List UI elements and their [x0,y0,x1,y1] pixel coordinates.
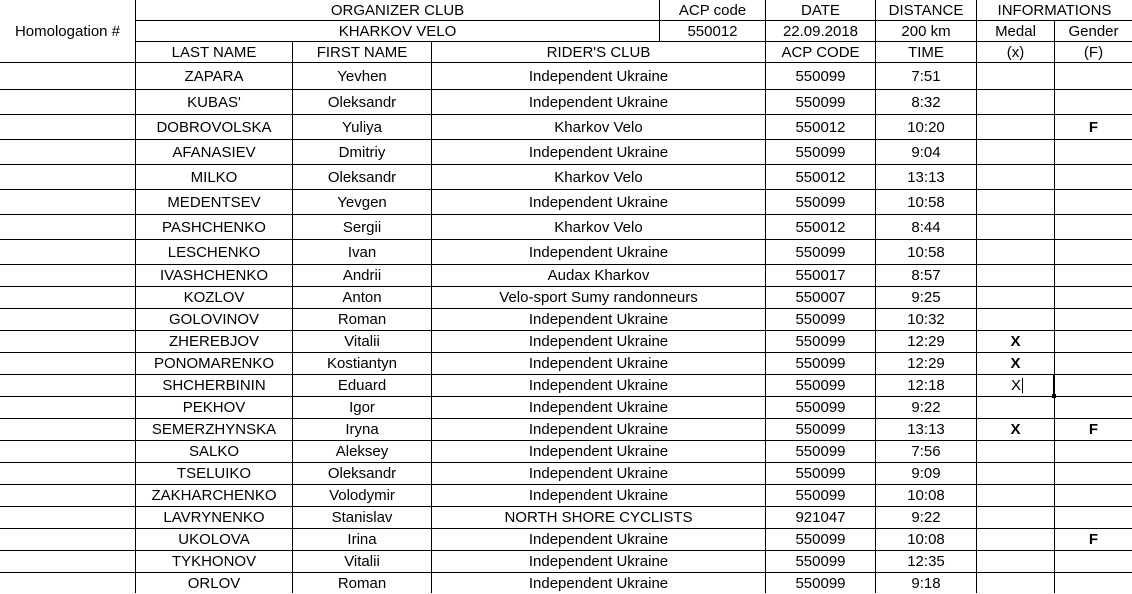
cell-riders-club[interactable]: Kharkov Velo [554,168,643,186]
cell-last-name[interactable]: ZAPARA [184,68,244,85]
cell-medal[interactable]: X [1010,421,1021,438]
grid-line [0,139,1132,140]
grid-line [0,114,1132,115]
date-value[interactable]: 22.09.2018 [782,22,859,40]
cell-last-name[interactable]: ORLOV [187,575,241,592]
cell-gender[interactable] [1055,551,1132,572]
cell-medal[interactable] [977,529,1054,550]
cell-riders-club[interactable]: Independent Ukraine [528,193,669,211]
gender-note: (F) [1083,43,1104,61]
cell-riders-club[interactable]: Independent Ukraine [528,531,669,548]
cell-gender[interactable] [1055,265,1132,286]
text-cursor [1022,378,1023,393]
organizer-club-value[interactable]: KHARKOV VELO [338,22,457,40]
informations-label: INFORMATIONS [997,1,1112,19]
grid-line [0,89,1132,90]
grid-line [0,264,1132,265]
cell-acp-code[interactable]: 550099 [795,333,846,350]
grid-line [659,0,660,41]
medal-label: Medal [995,22,1036,40]
grid-line [0,440,1132,441]
cell-gender[interactable] [1055,353,1132,374]
cell-last-name[interactable]: TSELUIKO [176,465,252,482]
cell-acp-code[interactable]: 550099 [795,243,846,261]
cell-time[interactable]: 9:18 [911,575,941,592]
cell-time[interactable]: 12:18 [907,377,945,394]
cell-riders-club[interactable]: Independent Ukraine [528,355,669,372]
cell-first-name[interactable]: Aleksey [335,443,389,460]
grid-line [0,418,1132,419]
cell-time[interactable]: 10:20 [907,118,945,136]
cell-last-name[interactable]: PASHCHENKO [162,218,266,236]
cell-time[interactable]: 13:13 [907,421,945,438]
cell-medal[interactable] [977,397,1054,418]
cell-medal[interactable] [977,309,1054,330]
cell-acp-code[interactable]: 550099 [795,143,846,161]
cell-gender[interactable] [1055,331,1132,352]
gender-label: Gender [1068,22,1119,40]
cell-time[interactable]: 12:29 [907,355,945,372]
cell-first-name[interactable]: Oleksandr [327,168,397,186]
cell-riders-club[interactable]: Independent Ukraine [528,93,669,111]
cell-time[interactable]: 12:29 [907,333,945,350]
cell-acp-code[interactable]: 550012 [795,118,846,136]
cell-gender[interactable] [1055,309,1132,330]
cell-acp-code[interactable]: 550012 [795,218,846,236]
cell-acp-code[interactable]: 550099 [795,531,846,548]
cell-gender[interactable] [1055,441,1132,462]
cell-medal[interactable] [976,374,1054,397]
grid-line [431,41,432,593]
cell-riders-club[interactable]: Independent Ukraine [528,143,669,161]
cell-riders-club[interactable]: Independent Ukraine [528,575,669,592]
cell-time[interactable]: 9:22 [911,509,941,526]
grid-line [135,41,1132,42]
grid-line [875,0,876,593]
cell-acp-code[interactable]: 550099 [795,487,846,504]
cell-last-name[interactable]: KUBAS' [187,93,241,111]
cell-riders-club[interactable]: Independent Ukraine [528,487,669,504]
cell-acp-code[interactable]: 550099 [795,311,846,328]
grid-line [0,286,1132,287]
cell-time[interactable]: 10:58 [907,193,945,211]
cell-first-name[interactable]: Dmitriy [338,143,386,161]
cell-last-name[interactable]: KOZLOV [183,289,245,306]
cell-riders-club[interactable]: Independent Ukraine [528,377,669,394]
homologation-label: Homologation # [14,22,121,40]
cell-riders-club[interactable]: Independent Ukraine [528,311,669,328]
editing-cell-text: X [1011,377,1022,394]
cell-acp-code[interactable]: 550017 [795,267,846,284]
cell-gender[interactable] [1055,507,1132,528]
cell-riders-club[interactable]: Independent Ukraine [528,465,669,482]
cell-medal[interactable] [977,215,1054,239]
acp-code-value[interactable]: 550012 [687,22,738,40]
cell-medal[interactable] [977,507,1054,528]
cell-gender[interactable]: F [1088,118,1099,136]
cell-acp-code[interactable]: 550007 [795,289,846,306]
cell-last-name[interactable]: SEMERZHYNSKA [151,421,277,438]
cell-last-name[interactable]: AFANASIEV [172,143,256,161]
grid-line [0,462,1132,463]
cell-first-name[interactable]: Vitalii [344,553,380,570]
cell-gender[interactable] [1055,215,1132,239]
cell-first-name[interactable]: Yuliya [341,118,383,136]
cell-last-name[interactable]: SALKO [188,443,240,460]
cell-acp-code[interactable]: 550099 [795,443,846,460]
grid-line [0,189,1132,190]
cell-last-name[interactable]: ZAKHARCHENKO [151,487,277,504]
cell-riders-club[interactable]: Independent Ukraine [528,553,669,570]
grid-line [0,572,1132,573]
cell-last-name[interactable]: PONOMARENKO [153,355,274,372]
cell-riders-club[interactable]: Independent Ukraine [528,421,669,438]
cell-first-name[interactable]: Ivan [347,243,377,261]
cell-medal[interactable]: X [1010,355,1021,372]
cell-medal[interactable] [977,265,1054,286]
cell-last-name[interactable]: LAVRYNENKO [163,509,265,526]
cell-last-name[interactable]: DOBROVOLSKA [156,118,272,136]
cell-acp-code[interactable]: 550099 [795,355,846,372]
cell-first-name[interactable]: Sergii [342,218,382,236]
cell-last-name[interactable]: ZHEREBJOV [168,333,259,350]
cell-time[interactable]: 7:56 [911,443,941,460]
cell-last-name[interactable]: MEDENTSEV [167,193,261,211]
cell-gender[interactable] [1055,573,1132,594]
grid-line [1054,20,1055,593]
cell-medal[interactable] [977,573,1054,594]
cell-riders-club[interactable]: Kharkov Velo [554,218,643,236]
cell-medal[interactable] [977,165,1054,189]
cell-medal[interactable] [977,240,1054,264]
cell-time[interactable]: 10:08 [907,487,945,504]
grid-line [765,0,766,593]
cell-acp-code[interactable]: 550099 [795,421,846,438]
grid-line [0,330,1132,331]
cell-last-name[interactable]: TYKHONOV [171,553,257,570]
cell-riders-club[interactable]: Audax Kharkov [547,267,650,284]
medal-note: (x) [1006,43,1025,61]
cell-gender[interactable] [1055,140,1132,164]
cell-time[interactable]: 10:32 [907,311,945,328]
cell-first-name[interactable]: Roman [337,575,387,592]
grid-line [0,506,1132,507]
cell-acp-code[interactable]: 550099 [795,68,846,85]
cell-gender[interactable] [1055,287,1132,308]
cell-first-name[interactable]: Andrii [342,267,382,284]
grid-line [976,0,977,593]
cell-first-name[interactable]: Yevhen [337,68,387,85]
grid-line [135,0,136,593]
cell-acp-code[interactable]: 550099 [795,93,846,111]
grid-line [0,308,1132,309]
cell-riders-club[interactable]: Independent Ukraine [528,443,669,460]
grid-line [0,352,1132,353]
cell-gender[interactable] [1055,375,1132,396]
cell-first-name[interactable]: Igor [349,399,375,416]
cell-first-name[interactable]: Anton [342,289,382,306]
cell-last-name[interactable]: LESCHENKO [167,243,261,261]
cell-first-name[interactable]: Oleksandr [327,465,397,482]
cell-first-name[interactable]: Irina [347,531,377,548]
cell-acp-code[interactable]: 921047 [795,509,846,526]
cell-first-name[interactable]: Eduard [337,377,387,394]
column-header-acp-code: ACP CODE [781,43,860,61]
cell-gender[interactable] [1055,165,1132,189]
cell-gender[interactable] [1055,190,1132,214]
cell-time[interactable]: 7:51 [911,68,941,85]
cell-time[interactable]: 8:57 [911,267,941,284]
cell-last-name[interactable]: UKOLOVA [178,531,250,548]
cell-last-name[interactable]: MILKO [190,168,238,186]
cell-last-name[interactable]: GOLOVINOV [168,311,260,328]
acp-code-label: ACP code [678,1,747,19]
grid-line [0,374,1132,375]
cell-first-name[interactable]: Iryna [345,421,379,438]
cell-time[interactable]: 9:04 [911,143,941,161]
cell-gender[interactable]: F [1088,531,1099,548]
cell-riders-club[interactable]: Independent Ukraine [528,333,669,350]
cell-time[interactable]: 10:58 [907,243,945,261]
cell-acp-code[interactable]: 550099 [795,193,846,211]
cell-first-name[interactable]: Oleksandr [327,93,397,111]
cell-riders-club[interactable]: Velo-sport Sumy randonneurs [499,289,698,306]
cell-medal[interactable] [977,485,1054,506]
grid-line [0,214,1132,215]
grid-line [135,20,1132,21]
cell-acp-code[interactable]: 550099 [795,377,846,394]
cell-last-name[interactable]: PEKHOV [182,399,246,416]
cell-first-name[interactable]: Stanislav [331,509,393,526]
cell-medal[interactable] [977,441,1054,462]
grid-line [0,396,1132,397]
organizer-club-label: ORGANIZER CLUB [330,1,465,19]
grid-line [0,164,1132,165]
cell-medal[interactable] [977,90,1054,114]
grid-line [0,62,1132,63]
cell-medal[interactable] [977,463,1054,484]
cell-first-name[interactable]: Kostiantyn [326,355,398,372]
cell-first-name[interactable]: Roman [337,311,387,328]
cell-gender[interactable] [1055,64,1132,89]
distance-label: DISTANCE [888,1,964,19]
cell-gender[interactable] [1055,463,1132,484]
cell-time[interactable]: 8:44 [911,218,941,236]
cell-medal[interactable] [977,115,1054,139]
cell-riders-club[interactable]: Kharkov Velo [554,118,643,136]
cell-time[interactable]: 9:22 [911,399,941,416]
cell-medal[interactable] [977,140,1054,164]
cell-medal[interactable]: X [1010,333,1021,350]
cell-riders-club[interactable]: Independent Ukraine [528,399,669,416]
grid-line [0,550,1132,551]
cell-acp-code[interactable]: 550099 [795,553,846,570]
grid-line [0,528,1132,529]
cell-gender[interactable] [1055,240,1132,264]
column-header-last-name: LAST NAME [171,43,257,61]
grid-line [0,239,1132,240]
grid-line [292,41,293,593]
cell-acp-code[interactable]: 550099 [795,399,846,416]
cell-acp-code[interactable]: 550099 [795,575,846,592]
cell-first-name[interactable]: Volodymir [329,487,395,504]
grid-line [0,484,1132,485]
column-header-time: TIME [908,43,944,61]
column-header-first-name: FIRST NAME [316,43,408,61]
cell-gender[interactable] [1055,397,1132,418]
cell-medal[interactable] [977,287,1054,308]
cell-first-name[interactable]: Yevgen [337,193,387,211]
cell-time[interactable]: 13:13 [907,168,945,186]
cell-last-name[interactable]: IVASHCHENKO [159,267,269,284]
cell-first-name[interactable]: Vitalii [344,333,380,350]
cell-gender[interactable]: F [1088,421,1099,438]
cell-time[interactable]: 10:08 [907,531,945,548]
cell-time[interactable]: 12:35 [907,553,945,570]
cell-riders-club[interactable]: NORTH SHORE CYCLISTS [504,509,693,526]
cell-time[interactable]: 8:32 [911,93,941,111]
cell-gender[interactable] [1055,90,1132,114]
cell-medal[interactable] [977,190,1054,214]
cell-acp-code[interactable]: 550099 [795,465,846,482]
cell-riders-club[interactable]: Independent Ukraine [528,243,669,261]
cell-time[interactable]: 9:25 [911,289,941,306]
distance-value[interactable]: 200 km [901,22,951,40]
cell-last-name[interactable]: SHCHERBININ [162,377,266,394]
cell-medal[interactable] [977,551,1054,572]
cell-gender[interactable] [1055,485,1132,506]
cell-medal[interactable] [977,64,1054,89]
column-header-riders-club: RIDER'S CLUB [546,43,651,61]
cell-acp-code[interactable]: 550012 [795,168,846,186]
date-label: DATE [801,1,840,19]
cell-time[interactable]: 9:09 [911,465,941,482]
cell-riders-club[interactable]: Independent Ukraine [528,68,669,85]
